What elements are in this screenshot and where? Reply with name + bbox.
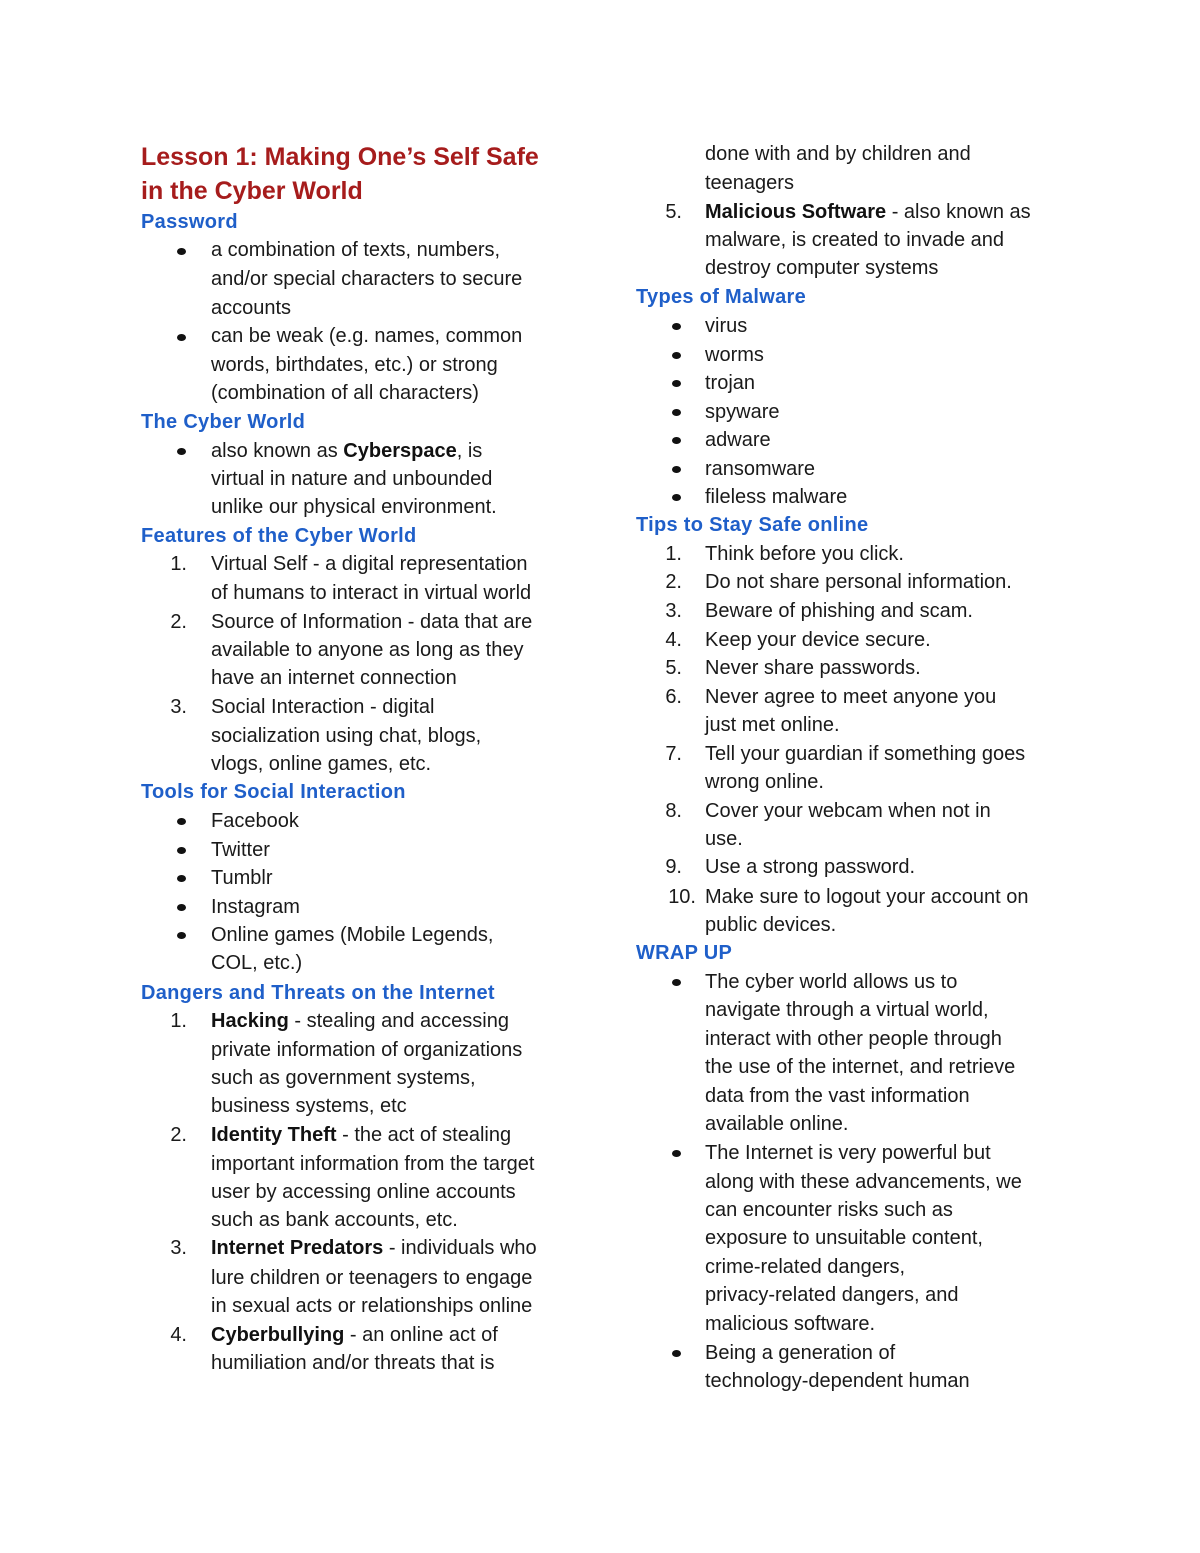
list-number: 1.	[665, 543, 682, 565]
list-number: 3.	[665, 600, 682, 622]
list-item-text: Virtual Self - a digital representation	[211, 553, 528, 575]
list-item-text: socialization using chat, blogs,	[211, 725, 482, 747]
list-number: 5.	[665, 201, 682, 223]
bullet-text: spyware	[705, 401, 780, 423]
section-heading-malware: Types of Malware	[636, 286, 807, 308]
list-item-text: wrong online.	[705, 771, 824, 793]
bullet-text: virus	[705, 315, 748, 337]
list-item-text: humiliation and/or threats that is	[211, 1352, 495, 1374]
list-number: 1.	[170, 553, 187, 575]
list-item-text: vlogs, online games, etc.	[211, 753, 432, 775]
bullet-icon	[177, 932, 186, 939]
bullet-text: along with these advancements, we	[705, 1171, 1022, 1193]
bullet-icon	[177, 448, 186, 455]
bullet-text: COL, etc.)	[211, 952, 303, 974]
list-item-text: available to anyone as long as they	[211, 639, 524, 661]
list-item-text: Internet Predators - individuals who	[211, 1237, 537, 1259]
list-number: 4.	[170, 1324, 187, 1346]
list-item-text: malware, is created to invade and	[705, 229, 1005, 251]
bullet-text: Being a generation of	[705, 1342, 896, 1364]
bullet-text: fileless malware	[705, 486, 848, 508]
list-item-text: just met online.	[705, 714, 840, 736]
bullet-text: a combination of texts, numbers,	[211, 239, 501, 261]
bullet-text: data from the vast information	[705, 1085, 970, 1107]
list-item-text: Cover your webcam when not in	[705, 800, 991, 822]
section-heading-cyber-world: The Cyber World	[141, 411, 306, 433]
list-item-text: Think before you click.	[705, 543, 904, 565]
bullet-text: Tumblr	[211, 867, 273, 889]
list-item-text: use.	[705, 828, 743, 850]
section-heading-password: Password	[141, 211, 238, 233]
section-heading-tools: Tools for Social Interaction	[141, 781, 406, 803]
list-number: 8.	[665, 800, 682, 822]
bullet-text: privacy-related dangers, and	[705, 1284, 959, 1306]
list-item-text: destroy computer systems	[705, 257, 939, 279]
lesson-title-line-2: in the Cyber World	[141, 177, 363, 205]
bullet-icon	[672, 1150, 681, 1157]
list-number: 1.	[170, 1010, 187, 1032]
list-number: 4.	[665, 629, 682, 651]
bullet-text: exposure to unsuitable content,	[705, 1227, 983, 1249]
bullet-text: The Internet is very powerful but	[705, 1142, 991, 1164]
bullet-text: Instagram	[211, 896, 300, 918]
bullet-text: virtual in nature and unbounded	[211, 468, 493, 490]
list-item-text: important information from the target	[211, 1153, 535, 1175]
bullet-text: unlike our physical environment.	[211, 496, 497, 518]
bullet-icon	[672, 494, 681, 501]
bullet-icon	[672, 323, 681, 330]
bullet-text: The cyber world allows us to	[705, 971, 958, 993]
list-item-text: of humans to interact in virtual world	[211, 582, 532, 604]
bullet-icon	[177, 847, 186, 854]
list-number: 3.	[170, 696, 187, 718]
list-number: 3.	[170, 1237, 187, 1259]
list-item-text: Never agree to meet anyone you	[705, 686, 997, 708]
list-number: 5.	[665, 657, 682, 679]
list-item-text: such as bank accounts, etc.	[211, 1209, 458, 1231]
list-number: 7.	[665, 743, 682, 765]
bullet-text: accounts	[211, 297, 292, 319]
bullet-text: Facebook	[211, 810, 299, 832]
bullet-text: (combination of all characters)	[211, 382, 479, 404]
list-item-text: private information of organizations	[211, 1039, 523, 1061]
list-item-text: Beware of phishing and scam.	[705, 600, 973, 622]
bullet-text: can be weak (e.g. names, common	[211, 325, 523, 347]
bullet-text: interact with other people through	[705, 1028, 1002, 1050]
section-heading-wrap-up: WRAP UP	[636, 942, 733, 964]
list-item-text: Never share passwords.	[705, 657, 921, 679]
bullet-text: words, birthdates, etc.) or strong	[211, 354, 498, 376]
bullet-icon	[177, 904, 186, 911]
list-item-text: Hacking - stealing and accessing	[211, 1010, 509, 1032]
bullet-text: adware	[705, 429, 771, 451]
bullet-icon	[672, 979, 681, 986]
list-item-text: Make sure to logout your account on	[705, 886, 1029, 908]
list-item-text: Source of Information - data that are	[211, 611, 533, 633]
bullet-text: and/or special characters to secure	[211, 268, 523, 290]
bullet-text: Online games (Mobile Legends,	[211, 924, 494, 946]
bullet-icon	[177, 248, 186, 255]
bullet-icon	[177, 334, 186, 341]
bullet-icon	[672, 1350, 681, 1357]
list-item-text: Use a strong password.	[705, 856, 916, 878]
section-heading-tips: Tips to Stay Safe online	[636, 514, 869, 536]
bullet-text: trojan	[705, 372, 756, 394]
list-item-text: Do not share personal information.	[705, 571, 1012, 593]
list-item-text: done with and by children and	[705, 143, 971, 165]
list-item-text: Identity Theft - the act of stealing	[211, 1124, 512, 1146]
bullet-text: ransomware	[705, 458, 816, 480]
section-heading-features: Features of the Cyber World	[141, 525, 417, 547]
list-number: 6.	[665, 686, 682, 708]
list-item-text: Malicious Software - also known as	[705, 201, 1031, 223]
lesson-title-line-1: Lesson 1: Making One’s Self Safe	[141, 143, 539, 171]
bullet-text: also known as Cyberspace, is	[211, 440, 483, 462]
bullet-text: can encounter risks such as	[705, 1199, 953, 1221]
list-item-text: public devices.	[705, 914, 837, 936]
list-number: 10.	[668, 886, 696, 908]
list-item-text: Keep your device secure.	[705, 629, 931, 651]
section-heading-dangers: Dangers and Threats on the Internet	[141, 982, 495, 1004]
list-item-text: Tell your guardian if something goes	[705, 743, 1026, 765]
list-item-text: Social Interaction - digital	[211, 696, 435, 718]
bullet-text: navigate through a virtual world,	[705, 999, 989, 1021]
bullet-text: worms	[705, 344, 764, 366]
list-number: 9.	[665, 856, 682, 878]
bullet-text: the use of the internet, and retrieve	[705, 1056, 1016, 1078]
bullet-icon	[672, 437, 681, 444]
bullet-text: crime-related dangers,	[705, 1256, 906, 1278]
list-item-text: business systems, etc	[211, 1095, 407, 1117]
list-number: 2.	[170, 1124, 187, 1146]
list-number: 2.	[665, 571, 682, 593]
bullet-text: available online.	[705, 1113, 849, 1135]
bullet-icon	[672, 352, 681, 359]
bullet-icon	[177, 818, 186, 825]
list-item-text: have an internet connection	[211, 667, 457, 689]
bullet-icon	[672, 409, 681, 416]
list-item-text: Cyberbullying - an online act of	[211, 1324, 498, 1346]
bullet-icon	[672, 466, 681, 473]
list-item-text: lure children or teenagers to engage	[211, 1267, 533, 1289]
list-item-text: user by accessing online accounts	[211, 1181, 516, 1203]
bullet-text: Twitter	[211, 839, 270, 861]
list-item-text: such as government systems,	[211, 1067, 476, 1089]
bullet-icon	[672, 380, 681, 387]
bullet-text: technology-dependent human	[705, 1370, 970, 1392]
bullet-text: malicious software.	[705, 1313, 876, 1335]
list-item-text: in sexual acts or relationships online	[211, 1295, 533, 1317]
list-number: 2.	[170, 611, 187, 633]
list-item-text: teenagers	[705, 172, 794, 194]
bullet-icon	[177, 875, 186, 882]
